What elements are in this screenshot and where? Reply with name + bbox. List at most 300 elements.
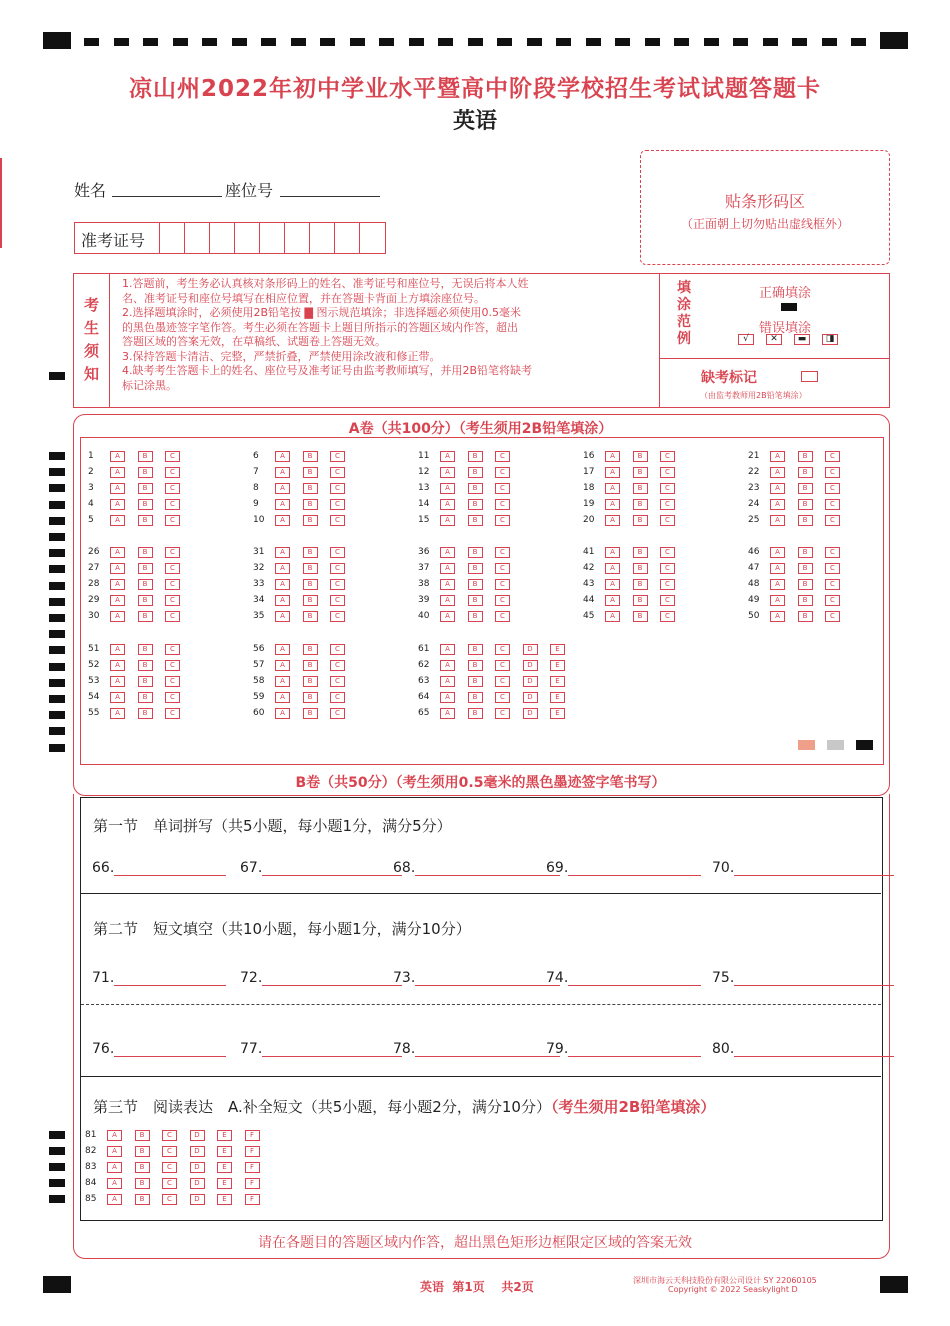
option-b[interactable]: B [138,483,153,494]
option-b[interactable]: B [135,1130,150,1141]
option-c[interactable]: C [495,499,510,510]
ticket-digit-cell[interactable] [184,223,210,253]
question-row [85,1145,285,1157]
answer-blank [240,860,402,876]
seat-label: 座位号 [225,181,274,200]
blank-line[interactable] [415,971,560,986]
option-c[interactable]: C [330,644,345,655]
option-c[interactable]: C [660,467,675,478]
option-c[interactable]: C [330,563,345,574]
question-number: 14 [418,499,430,509]
option-b[interactable]: B [303,563,318,574]
option-a[interactable]: A [605,547,620,558]
option-b[interactable]: B [468,676,483,687]
option-c[interactable]: C [330,692,345,703]
option-c[interactable]: C [495,595,510,606]
option-a[interactable]: A [440,499,455,510]
option-a[interactable]: A [770,595,785,606]
option-b[interactable]: B [303,660,318,671]
option-c[interactable]: C [660,579,675,590]
option-a[interactable]: A [110,515,125,526]
option-b[interactable]: B [303,451,318,462]
option-b[interactable]: B [468,579,483,590]
option-b[interactable]: B [138,644,153,655]
option-b[interactable]: B [138,563,153,574]
option-a[interactable]: A [605,451,620,462]
option-c[interactable]: C [495,660,510,671]
blank-line[interactable] [114,971,226,986]
fill-char: 范 [677,314,691,330]
ticket-digit-cell[interactable] [234,223,260,253]
option-a[interactable]: A [440,451,455,462]
option-a[interactable]: A [275,595,290,606]
option-c[interactable]: C [330,579,345,590]
option-c[interactable]: C [825,595,840,606]
timing-mark [49,1163,65,1171]
blank-line[interactable] [568,1042,701,1057]
option-a[interactable]: A [440,692,455,703]
option-c[interactable]: C [660,451,675,462]
option-d[interactable]: D [523,644,538,655]
option-a[interactable]: A [107,1194,122,1205]
option-b[interactable]: B [138,515,153,526]
option-b[interactable]: B [468,595,483,606]
blank-line[interactable] [568,971,701,986]
option-c[interactable]: C [495,579,510,590]
option-d[interactable]: D [190,1130,205,1141]
option-c[interactable]: C [330,483,345,494]
option-c[interactable]: C [330,515,345,526]
option-c[interactable]: C [825,547,840,558]
option-b[interactable]: B [138,499,153,510]
option-b[interactable]: B [468,467,483,478]
option-c[interactable]: C [660,595,675,606]
option-c[interactable]: C [825,467,840,478]
option-b[interactable]: B [138,451,153,462]
option-b[interactable]: B [468,660,483,671]
option-f[interactable]: F [245,1146,260,1157]
option-c[interactable]: C [825,451,840,462]
blank-number: 69. [546,860,569,876]
part1-title: 第一节 单词拼写（共5小题，每小题1分，满分5分） [93,817,452,835]
blank-line[interactable] [262,1042,402,1057]
option-a[interactable]: A [440,595,455,606]
option-c[interactable]: C [165,547,180,558]
notice-side [74,274,110,407]
blank-line[interactable] [262,971,402,986]
subject-title: 英语 [452,109,497,134]
blank-number: 70. [712,860,735,876]
blank-line[interactable] [415,1042,560,1057]
notice-side-char: 考 [83,296,99,314]
option-d[interactable]: D [523,708,538,719]
option-a[interactable]: A [110,499,125,510]
option-b[interactable]: B [468,499,483,510]
option-b[interactable]: B [135,1162,150,1173]
option-a[interactable]: A [770,451,785,462]
option-a[interactable]: A [110,611,125,622]
question-row [748,466,948,478]
question-number: 30 [88,611,100,621]
option-e[interactable]: E [217,1194,232,1205]
option-b[interactable]: B [798,579,813,590]
option-a[interactable]: A [605,579,620,590]
option-a[interactable]: A [110,644,125,655]
option-a[interactable]: A [110,660,125,671]
option-a[interactable]: A [110,563,125,574]
option-a[interactable]: A [770,483,785,494]
option-a[interactable]: A [605,483,620,494]
blank-line[interactable] [734,971,894,986]
option-b[interactable]: B [468,563,483,574]
option-b[interactable]: B [468,611,483,622]
option-b[interactable]: B [798,547,813,558]
option-a[interactable]: A [770,611,785,622]
option-f[interactable]: F [245,1194,260,1205]
option-c[interactable]: C [165,467,180,478]
option-b[interactable]: B [468,515,483,526]
option-a[interactable]: A [110,692,125,703]
option-a[interactable]: A [770,499,785,510]
timing-mark [49,517,65,525]
option-b[interactable]: B [138,547,153,558]
option-b[interactable]: B [633,579,648,590]
timing-mark [49,582,65,590]
notice-line: 3.保持答题卡清洁、完整，严禁折叠，严禁使用涂改液和修正带。 [122,349,441,363]
option-f[interactable]: F [245,1162,260,1173]
option-c[interactable]: C [330,676,345,687]
option-a[interactable]: A [110,467,125,478]
option-a[interactable]: A [275,499,290,510]
option-b[interactable]: B [798,515,813,526]
option-c[interactable]: C [495,483,510,494]
option-c[interactable]: C [162,1194,177,1205]
option-a[interactable]: A [440,467,455,478]
option-a[interactable]: A [110,595,125,606]
option-c[interactable]: C [495,451,510,462]
option-a[interactable]: A [605,563,620,574]
option-c[interactable]: C [660,499,675,510]
option-b[interactable]: B [303,595,318,606]
option-b[interactable]: B [798,467,813,478]
option-b[interactable]: B [303,499,318,510]
option-b[interactable]: B [303,547,318,558]
option-c[interactable]: C [495,708,510,719]
wrong-sample: √ [738,334,754,345]
question-number: 45 [583,611,595,621]
blank-line[interactable] [114,1042,226,1057]
option-e[interactable]: E [217,1178,232,1189]
option-a[interactable]: A [440,515,455,526]
question-number: 42 [583,563,595,573]
notice-line: 答题区域的答案无效，在草稿纸、试题卷上答题无效。 [122,335,386,348]
option-c[interactable]: C [330,467,345,478]
blank-line[interactable] [568,861,701,876]
option-c[interactable]: C [495,676,510,687]
option-a[interactable]: A [770,547,785,558]
option-c[interactable]: C [660,547,675,558]
option-a[interactable]: A [440,660,455,671]
option-f[interactable]: F [245,1178,260,1189]
option-a[interactable]: A [275,676,290,687]
option-b[interactable]: B [303,483,318,494]
option-c[interactable]: C [165,692,180,703]
option-a[interactable]: A [275,547,290,558]
ticket-digit-cell[interactable] [159,223,185,253]
option-d[interactable]: D [190,1178,205,1189]
option-b[interactable]: B [798,611,813,622]
option-b[interactable]: B [798,483,813,494]
question-number: 2 [88,467,94,477]
option-b[interactable]: B [303,692,318,703]
question-number: 22 [748,467,760,477]
option-c[interactable]: C [495,467,510,478]
option-a[interactable]: A [605,595,620,606]
option-c[interactable]: C [495,563,510,574]
option-b[interactable]: B [138,676,153,687]
option-b[interactable]: B [633,563,648,574]
timing-mark [49,630,65,638]
option-b[interactable]: B [138,692,153,703]
ticket-digit-cell[interactable] [209,223,235,253]
option-a[interactable]: A [440,611,455,622]
option-c[interactable]: C [825,579,840,590]
ticket-digit-cell[interactable] [334,223,360,253]
option-c[interactable]: C [162,1178,177,1189]
option-b[interactable]: B [468,708,483,719]
option-b[interactable]: B [138,467,153,478]
option-a[interactable]: A [440,708,455,719]
option-c[interactable]: C [825,611,840,622]
option-a[interactable]: A [275,515,290,526]
option-a[interactable]: A [275,467,290,478]
blank-number: 77. [240,1041,263,1057]
option-a[interactable]: A [440,547,455,558]
timing-mark [320,38,335,46]
option-b[interactable]: B [135,1194,150,1205]
option-b[interactable]: B [798,451,813,462]
option-a[interactable]: A [275,660,290,671]
option-a[interactable]: A [440,483,455,494]
option-c[interactable]: C [330,611,345,622]
option-c[interactable]: C [165,644,180,655]
option-c[interactable]: C [825,499,840,510]
timing-mark [49,598,65,606]
option-b[interactable]: B [633,499,648,510]
option-a[interactable]: A [110,579,125,590]
option-b[interactable]: B [798,563,813,574]
option-b[interactable]: B [468,547,483,558]
option-b[interactable]: B [633,547,648,558]
option-c[interactable]: C [330,547,345,558]
timing-mark [556,38,571,46]
option-c[interactable]: C [162,1130,177,1141]
question-number: 49 [748,595,760,605]
option-b[interactable]: B [303,579,318,590]
notice-line: 4.缺考考生答题卡上的姓名、座位号及准考证号由监考教师填写，并用2B铅笔将缺考 [122,364,533,377]
ticket-digit-cell[interactable] [359,223,385,253]
option-c[interactable]: C [165,483,180,494]
option-a[interactable]: A [110,451,125,462]
option-b[interactable]: B [303,644,318,655]
option-b[interactable]: B [138,660,153,671]
option-a[interactable]: A [110,708,125,719]
question-row [418,643,618,655]
option-e[interactable]: E [217,1146,232,1157]
option-d[interactable]: D [523,676,538,687]
option-e[interactable]: E [550,692,565,703]
seat-field[interactable] [280,180,380,197]
option-b[interactable]: B [468,451,483,462]
option-e[interactable]: E [550,660,565,671]
option-c[interactable]: C [330,660,345,671]
option-b[interactable]: B [138,708,153,719]
option-e[interactable]: E [550,676,565,687]
question-row [748,610,948,622]
option-a[interactable]: A [275,563,290,574]
blank-line[interactable] [415,861,560,876]
option-a[interactable]: A [605,499,620,510]
option-d[interactable]: D [190,1162,205,1173]
option-b[interactable]: B [138,579,153,590]
option-c[interactable]: C [165,515,180,526]
option-c[interactable]: C [165,451,180,462]
option-a[interactable]: A [275,483,290,494]
option-c[interactable]: C [495,611,510,622]
option-a[interactable]: A [440,644,455,655]
option-b[interactable]: B [303,708,318,719]
option-c[interactable]: C [825,563,840,574]
option-a[interactable]: A [770,579,785,590]
option-e[interactable]: E [550,708,565,719]
option-c[interactable]: C [330,595,345,606]
option-b[interactable]: B [135,1178,150,1189]
option-b[interactable]: B [468,692,483,703]
notice-line: 的黑色墨迹签字笔作答。考生必须在答题卡上题目所指示的答题区域内作答，超出 [122,320,518,334]
option-c[interactable]: C [165,563,180,574]
option-c[interactable]: C [165,579,180,590]
name-field[interactable] [112,180,222,197]
option-c[interactable]: C [330,708,345,719]
option-d[interactable]: D [523,692,538,703]
option-a[interactable]: A [275,708,290,719]
option-c[interactable]: C [165,676,180,687]
option-b[interactable]: B [468,644,483,655]
option-e[interactable]: E [217,1162,232,1173]
option-d[interactable]: D [523,660,538,671]
option-c[interactable]: C [330,451,345,462]
option-b[interactable]: B [798,595,813,606]
notice-divider [659,274,660,407]
option-d[interactable]: D [190,1194,205,1205]
option-a[interactable]: A [770,515,785,526]
option-c[interactable]: C [162,1146,177,1157]
option-b[interactable]: B [135,1146,150,1157]
option-c[interactable]: C [825,515,840,526]
option-c[interactable]: C [660,483,675,494]
option-d[interactable]: D [190,1146,205,1157]
option-b[interactable]: B [633,595,648,606]
blank-line[interactable] [262,861,402,876]
option-c[interactable]: C [162,1162,177,1173]
option-c[interactable]: C [165,660,180,671]
blank-line[interactable] [734,1042,894,1057]
option-b[interactable]: B [303,676,318,687]
ticket-digit-cell[interactable] [309,223,335,253]
option-a[interactable]: A [275,644,290,655]
absent-checkbox[interactable] [801,371,818,382]
option-b[interactable]: B [303,515,318,526]
option-c[interactable]: C [495,644,510,655]
option-b[interactable]: B [633,515,648,526]
option-c[interactable]: C [660,515,675,526]
option-c[interactable]: C [165,595,180,606]
option-a[interactable]: A [440,579,455,590]
option-a[interactable]: A [770,563,785,574]
option-b[interactable]: B [138,595,153,606]
timing-mark [527,38,542,46]
option-f[interactable]: F [245,1130,260,1141]
option-c[interactable]: C [660,563,675,574]
option-a[interactable]: A [107,1146,122,1157]
ticket-digit-cell[interactable] [259,223,285,253]
blank-line[interactable] [734,861,894,876]
option-a[interactable]: A [275,579,290,590]
option-b[interactable]: B [138,611,153,622]
question-number: 5 [88,515,94,525]
option-b[interactable]: B [633,611,648,622]
option-a[interactable]: A [107,1130,122,1141]
option-c[interactable]: C [825,483,840,494]
option-a[interactable]: A [110,483,125,494]
option-b[interactable]: B [633,467,648,478]
timing-mark [822,38,837,46]
option-a[interactable]: A [770,467,785,478]
option-c[interactable]: C [495,692,510,703]
option-c[interactable]: C [165,499,180,510]
option-a[interactable]: A [107,1178,122,1189]
option-a[interactable]: A [605,611,620,622]
option-e[interactable]: E [550,644,565,655]
option-a[interactable]: A [440,563,455,574]
option-c[interactable]: C [660,611,675,622]
option-a[interactable]: A [275,451,290,462]
option-a[interactable]: A [605,467,620,478]
option-b[interactable]: B [303,611,318,622]
option-a[interactable]: A [107,1162,122,1173]
option-b[interactable]: B [468,483,483,494]
option-c[interactable]: C [495,515,510,526]
option-a[interactable]: A [275,692,290,703]
option-a[interactable]: A [110,676,125,687]
option-c[interactable]: C [165,708,180,719]
option-b[interactable]: B [633,483,648,494]
option-a[interactable]: A [440,676,455,687]
option-b[interactable]: B [798,499,813,510]
option-e[interactable]: E [217,1130,232,1141]
option-c[interactable]: C [165,611,180,622]
option-c[interactable]: C [495,547,510,558]
option-c[interactable]: C [330,499,345,510]
ticket-digit-cell[interactable] [284,223,310,253]
option-b[interactable]: B [303,467,318,478]
blank-line[interactable] [114,861,226,876]
timing-mark [409,38,424,46]
option-a[interactable]: A [110,547,125,558]
option-b[interactable]: B [633,451,648,462]
option-a[interactable]: A [605,515,620,526]
option-a[interactable]: A [275,611,290,622]
